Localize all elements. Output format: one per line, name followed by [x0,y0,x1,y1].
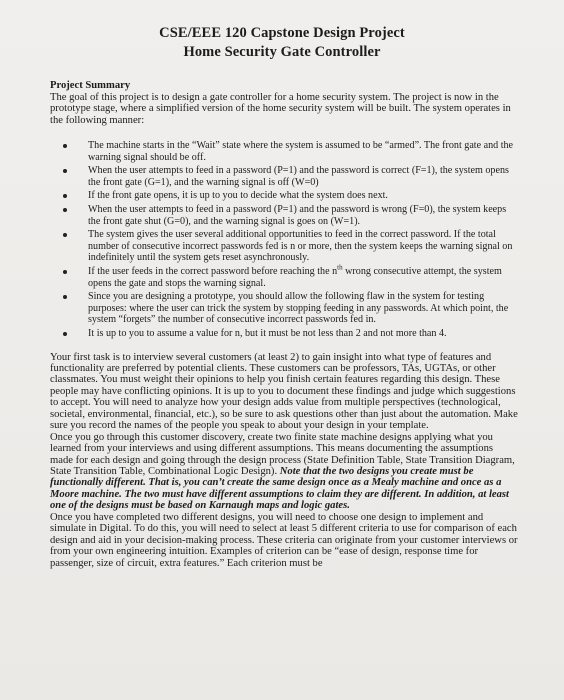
bullet-icon [63,295,67,299]
title-line-2: Home Security Gate Controller [183,44,381,60]
list-item: When the user attempts to feed in a password (P=1) and the password is wrong (F=0), the system keeps the front gate shut (G=0), and the warning signal is goes on (W=1). [88,204,518,227]
title-line-1: CSE/EEE 120 Capstone Design Project [159,25,405,41]
summary-heading: Project Summary [50,80,131,91]
list-item: Since you are designing a prototype, you should allow the following flaw in the system for testing purposes: where the user can trick the system by stopping feeding in any passwords. At which point, the system “forgets” the number of consecutive incorrect passwords fed in. [88,291,518,326]
list-item: The system gives the user several additional opportunities to feed in the correct password. If the total number of consecutive incorrect passwords fed is n or more, then the system keeps the warning signal on indefinitely until the system gets reset asynchronously. [88,229,518,264]
bullet-icon [63,144,67,148]
summary-text: The goal of this project is to design a gate controller for a home security system. The project is now in the prototype stage, where a simplified version of the home security system will be built. The system operates in the following manner: [50,91,511,126]
list-item: When the user attempts to feed in a password (P=1) and the password is correct (F=1), the system opens the front gate (G=1), and the warning signal is off (W=0) [88,165,518,188]
bullet-icon [63,270,67,274]
requirements-list [50,140,518,340]
task-paragraph-2: Once you go through this customer discovery, create two finite state machine designs applying what you learned from your interviews and using different assumptions. This means documenting the assumptions made for each design and going through the design process (State Definition Table, State Transition Diagram, State Transition Table, Combinational Logic Design). Note that the two designs you create must be functionally different. That is, you can’t create the same design once as a Mealy machine and once as a Moore machine. The two must have different assumptions to claim they are different. In addition, at least one of the designs must be based on Karnaugh maps and logic gates. [50,431,515,512]
task-paragraph-3: Once you have completed two different designs, you will need to choose one design to implement and simulate in Digital. To do this, you will need to select at least 5 different criteria to use for comparison of each design and aid in your decision-making process. These criteria can originate from your customer interviews or from your own engineering intuition. Examples of criterion can be “ease of design, response time for passenger, size of circuit, extra features.” Each criterion must be [50,511,518,569]
bullet-icon [63,208,67,212]
bullet-icon [63,332,67,336]
list-item: If the front gate opens, it is up to you to decide what the system does next. [88,190,518,202]
task-paragraph-1: Your first task is to interview several customers (at least 2) to gain insight into what type of features and functionality are preferred by potential clients. These customers can be professors, TAs, UGTAs, or other classmates. You must weight their opinions to help you finish certain features regarding this design. These people may have conflicting opinions. It is up to you to document these findings and judge which suggestions to accept. You will need to analyze how your design adds value from multiple perspectives (technological, societal, environmental, financial, etc.), so be sure to ask questions other than just about the automation. Make sure you record the names of the people you speak to about your design in your template. [50,351,518,432]
document-title [0,0,564,62]
task-section [50,352,518,570]
bullet-icon [63,169,67,173]
bullet-icon [63,194,67,198]
list-item: If the user feeds in the correct password before reaching the $n^{th}$ wrong consecutive attempt, the system opens the gate and stops the warning signal. [88,266,518,289]
emphasis-text: Note that the two designs you create must be functionally different. That is, you can’t create the same design once as a Mealy machine and once as a Moore machine. The two must have different assumptions to claim they are different. In addition, at least one of the designs must be based on Karnaugh maps and logic gates. [50,466,509,512]
document-body [50,80,518,569]
list-item: It is up to you to assume a value for n, but it must be not less than 2 and not more than 4. [88,328,518,340]
list-item: The machine starts in the “Wait” state where the system is assumed to be “armed”. The front gate and the warning signal should be off. [88,140,518,163]
bullet-icon [63,233,67,237]
